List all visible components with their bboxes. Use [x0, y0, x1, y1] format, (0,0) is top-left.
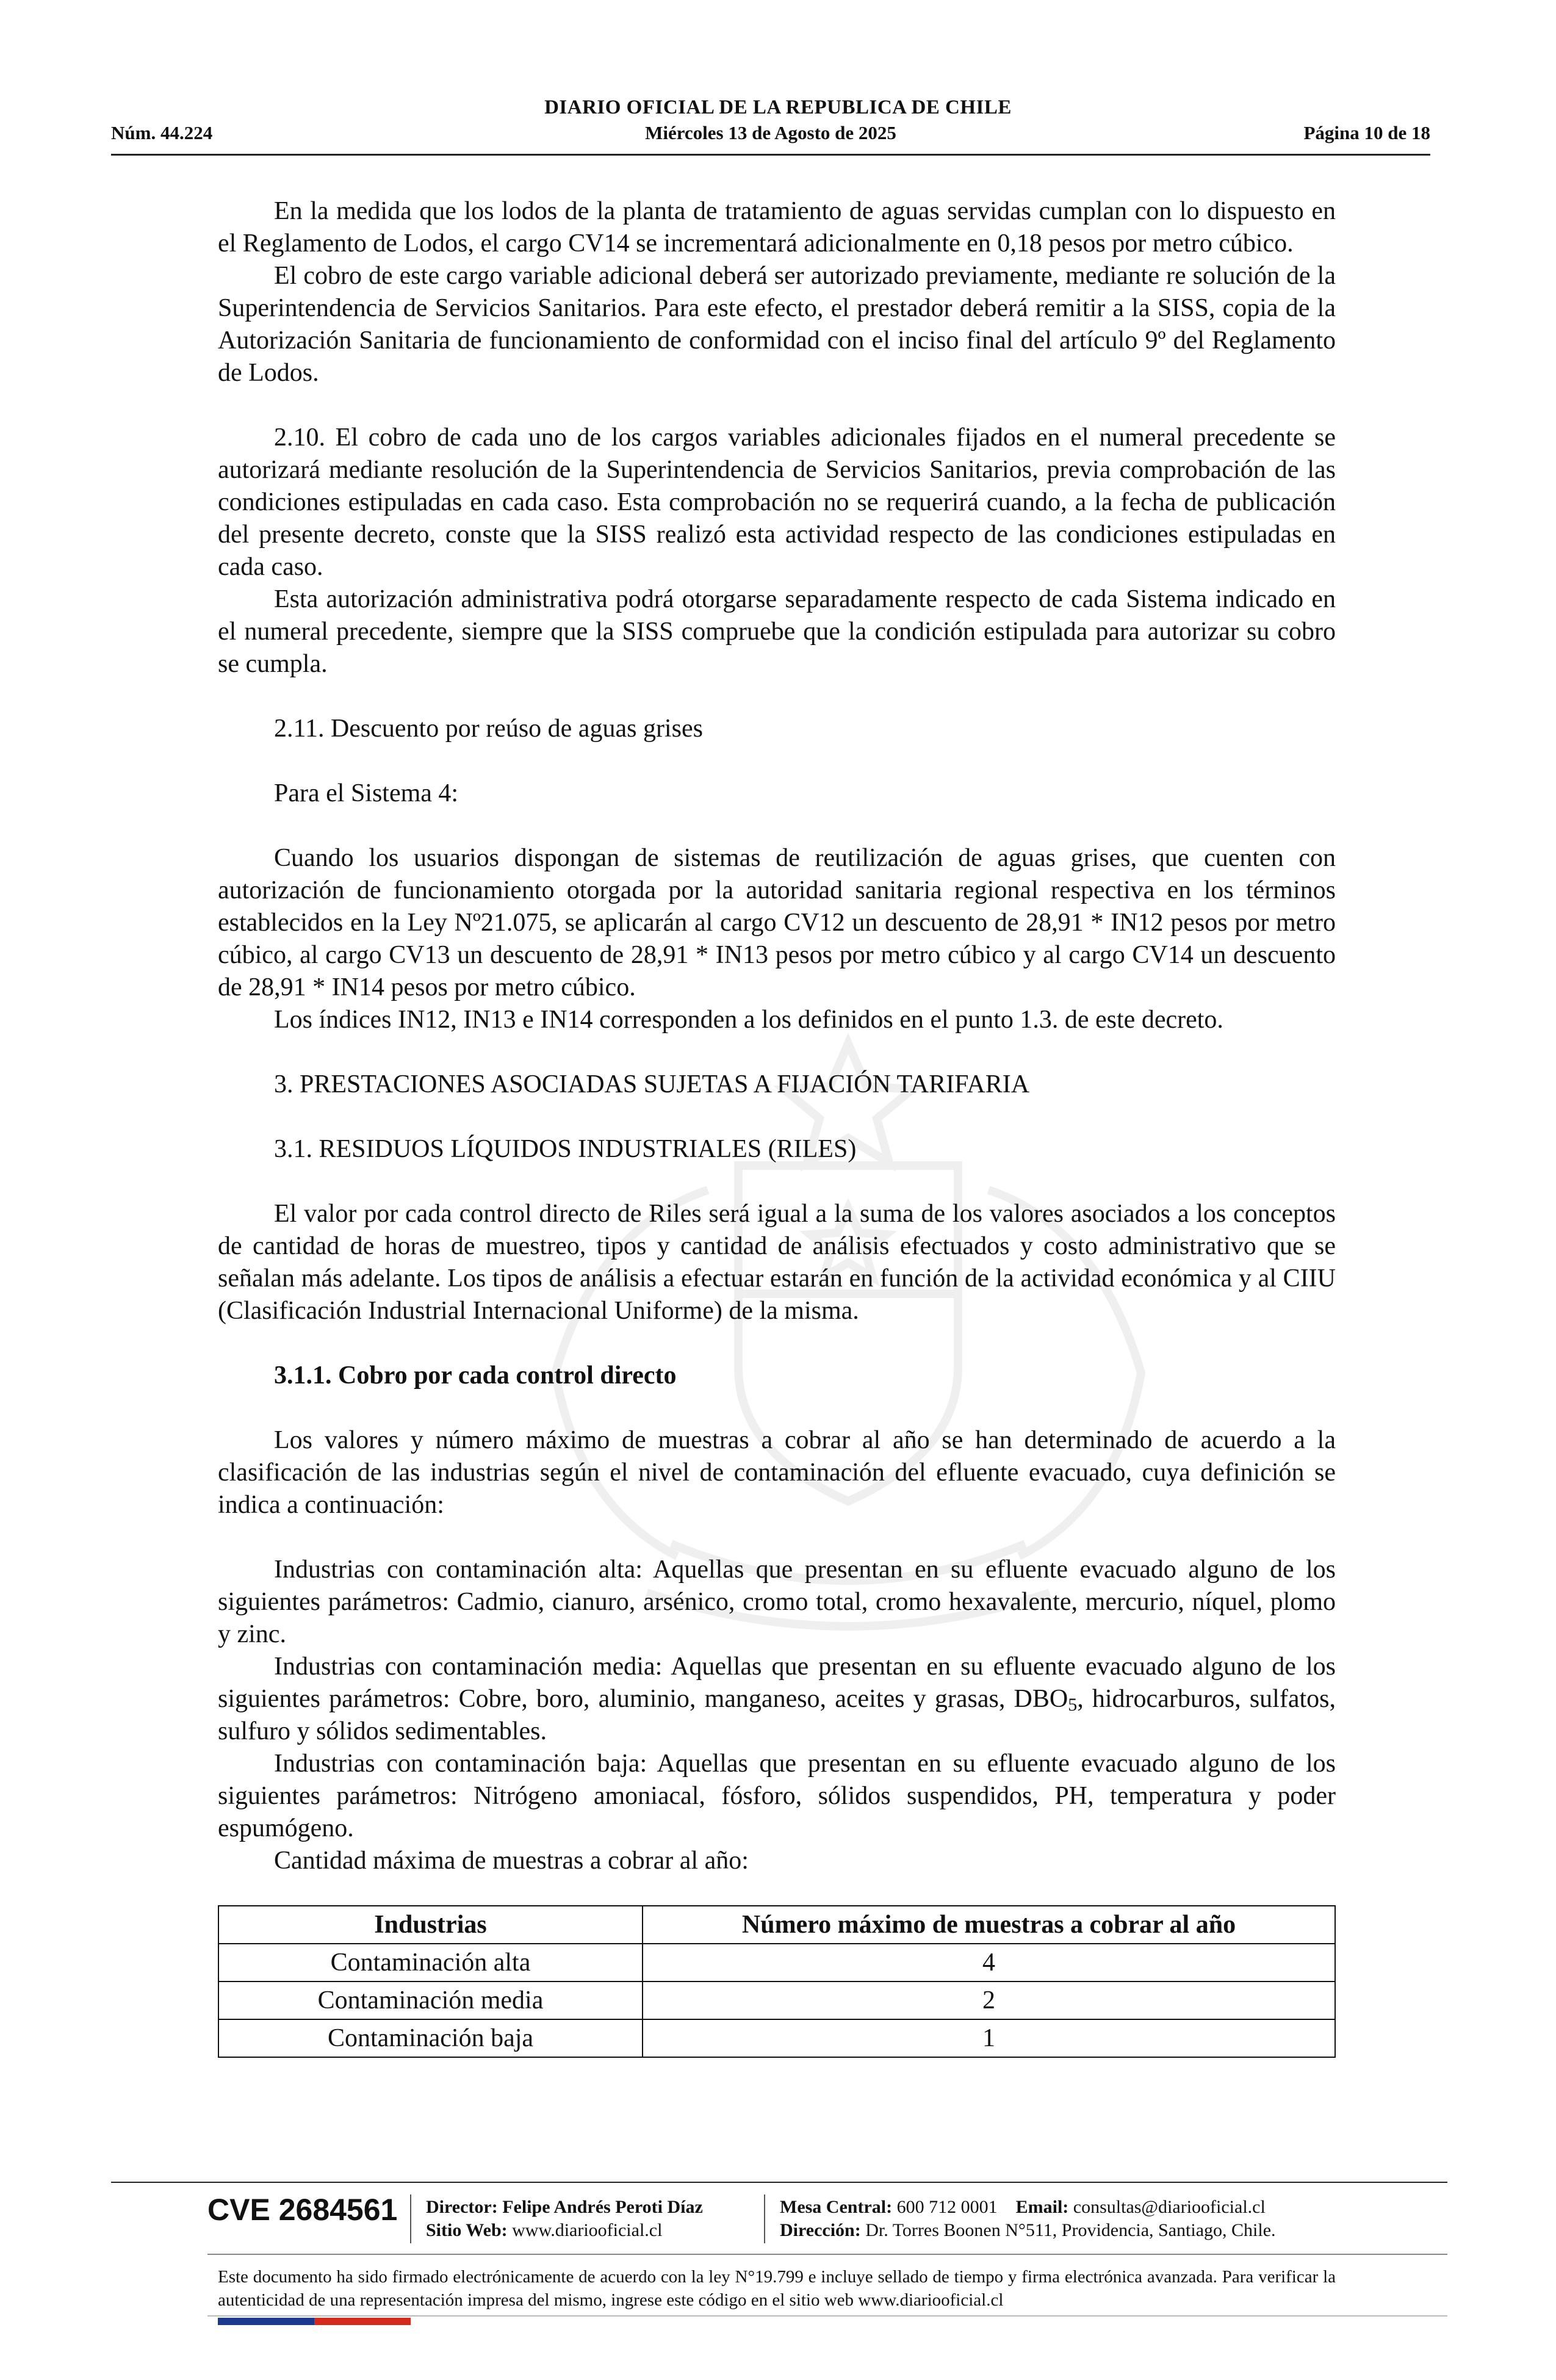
address-label: Dirección: [780, 2220, 861, 2240]
email-label: Email: [1015, 2197, 1069, 2217]
web-label: Sitio Web: [426, 2220, 508, 2240]
footer-divider [207, 2254, 1447, 2255]
issue-number: Núm. 44.224 [111, 122, 213, 143]
table-cell: 4 [643, 1944, 1335, 1982]
paragraph: El cobro de este cargo variable adicional deberá ser autorizado previamente, mediante re solución de la Superintendencia de Servicios Sanitarios. Para este efecto, el prestador deberá remitir a la SISS, copia de la Autorización Sanitaria de funcionamiento de conformidad con el inciso final del artículo 9º del Reglamento de Lodos. [218, 262, 1336, 387]
flag-blue-segment [218, 2318, 314, 2325]
section-heading-3: 3. PRESTACIONES ASOCIADAS SUJETAS A FIJACIÓN TARIFARIA [274, 1070, 1030, 1098]
subscript: 5 [1068, 1695, 1078, 1715]
paragraph: El valor por cada control directo de Riles será igual a la suma de los valores asociados a los conceptos de cantidad de horas de muestreo, tipos y cantidad de análisis efectuados y costo administrativo que se señalan más adelante. Los tipos de análisis a efectuar estarán en función de la actividad económica y al CIIU (Clasificación Industrial Internacional Uniforme) de la misma. [218, 1200, 1336, 1325]
footer-separator [764, 2194, 765, 2243]
issue-date: Miércoles 13 de Agosto de 2025 [645, 122, 896, 143]
muestras-table [218, 1905, 1336, 2058]
header-row [111, 122, 1430, 149]
paragraph-contaminacion-media [218, 1651, 1336, 1748]
section-heading-3-1-1: 3.1.1. Cobro por cada control directo [274, 1361, 677, 1390]
paragraph: Para el Sistema 4: [274, 779, 459, 807]
table-row [218, 1944, 1335, 1982]
table-cell: 1 [643, 2019, 1335, 2057]
footer-divider [207, 2315, 1447, 2317]
table-header-row [218, 1906, 1335, 1944]
table-header-cell: Número máximo de muestras a cobrar al año [643, 1906, 1335, 1944]
table-cell: Contaminación media [218, 1982, 643, 2019]
footer-contact-block [780, 2196, 1276, 2242]
signature-disclaimer: Este documento ha sido firmado electrónicamente de acuerdo con la ley N°19.799 e incluye sellado de tiempo y firma electrónica avanzada. Para verificar la autenticidad de una representación impresa del mismo, ingrese este código en el sitio web www.diariooficial.cl [218, 2267, 1336, 2310]
paragraph: Cuando los usuarios dispongan de sistemas de reutilización de aguas grises, que cuenten con autorización de funcionamiento otorgada por la autoridad sanitaria regional respectiva en los términos establecidos en la Ley Nº21.075, se aplicarán al cargo CV12 un descuento de 28,91 * IN12 pesos por metro cúbico, al cargo CV13 un descuento de 28,91 * IN13 pesos por metro cúbico y al cargo CV14 un descuento de 28,91 * IN14 pesos por metro cúbico. [218, 844, 1336, 1001]
footer-separator [410, 2194, 411, 2243]
director-name: Felipe Andrés Peroti Díaz [502, 2197, 703, 2217]
table-row [218, 2019, 1335, 2057]
email-link[interactable]: consultas@diariooficial.cl [1073, 2197, 1266, 2217]
table-cell: Contaminación baja [218, 2019, 643, 2057]
paragraph: Esta autorización administrativa podrá otorgarse separadamente respecto de cada Sistema indicado en el numeral precedente, siempre que la SISS compruebe que la condición estipulada para autorizar su cobro se cumpla. [218, 585, 1336, 678]
paragraph: Los índices IN12, IN13 e IN14 corresponden a los definidos en el punto 1.3. de este decreto. [274, 1006, 1223, 1034]
paragraph-section-2-10: 2.10. El cobro de cada uno de los cargos variables adicionales fijados en el numeral precedente se autorizará mediante resolución de la Superintendencia de Servicios Sanitarios, previa comprobación de las condiciones estipuladas en cada caso. Esta comprobación no se requerirá cuando, a la fecha de publicación del presente decreto, conste que la SISS realizó esta actividad respecto de las condiciones estipuladas en cada caso. [218, 424, 1336, 581]
paragraph: Cantidad máxima de muestras a cobrar al año: [274, 1847, 749, 1875]
table-cell: Contaminación alta [218, 1944, 643, 1982]
paragraph: En la medida que los lodos de la planta de tratamiento de aguas servidas cumplan con lo dispuesto en el Reglamento de Lodos, el cargo CV14 se incrementará adicionalmente en 0,18 pesos por metro cúbico. [218, 197, 1336, 258]
header-divider [111, 154, 1430, 156]
section-heading-2-11: 2.11. Descuento por reúso de aguas grises [274, 715, 703, 743]
web-link[interactable]: www.diariooficial.cl [512, 2220, 663, 2240]
paragraph-contaminacion-alta: Industrias con contaminación alta: Aquellas que presentan en su efluente evacuado alguno de los siguientes parámetros: Cadmio, cianuro, arsénico, cromo total, cromo hexavalente, mercurio, níquel, plomo y zinc. [218, 1556, 1336, 1648]
table-header-cell: Industrias [218, 1906, 643, 1944]
page-number: Página 10 de 18 [1303, 122, 1430, 143]
address: Dr. Torres Boonen N°511, Providencia, Santiago, Chile. [865, 2220, 1276, 2240]
paragraph-contaminacion-baja: Industrias con contaminación baja: Aquellas que presentan en su efluente evacuado alguno de los siguientes parámetros: Nitrógeno amoniacal, fósforo, sólidos suspendidos, PH, temperatura y poder espumógeno. [218, 1750, 1336, 1842]
footer-divider [111, 2182, 1447, 2183]
document-body [218, 195, 1336, 2058]
flag-red-segment [314, 2318, 411, 2325]
table-row [218, 1982, 1335, 2019]
section-heading-3-1: 3.1. RESIDUOS LÍQUIDOS INDUSTRIALES (RILES) [274, 1135, 857, 1163]
newspaper-title: DIARIO OFICIAL DE LA REPUBLICA DE CHILE [544, 96, 1012, 118]
cve-code: CVE 2684561 [207, 2193, 398, 2227]
text-segment: Industrias con contaminación media: Aquellas que presentan en su efluente evacuado alguno de los siguientes parámetros: Cobre, boro, aluminio, manganeso, aceites y grasas, DBO [218, 1653, 1336, 1713]
director-label: Director: [426, 2197, 498, 2217]
paragraph: Los valores y número máximo de muestras a cobrar al año se han determinado de acuerdo a la clasificación de las industrias según el nivel de contaminación del efluente evacuado, cuya definición se indica a continuación: [218, 1426, 1336, 1519]
text-segment: , hidrocarburos, sulfatos, sulfuro y sólidos sedimentables. [218, 1685, 1336, 1745]
mesa-phone: 600 712 0001 [896, 2197, 998, 2217]
mesa-label: Mesa Central: [780, 2197, 893, 2217]
footer-director-block [426, 2196, 703, 2242]
table-cell: 2 [643, 1982, 1335, 2019]
